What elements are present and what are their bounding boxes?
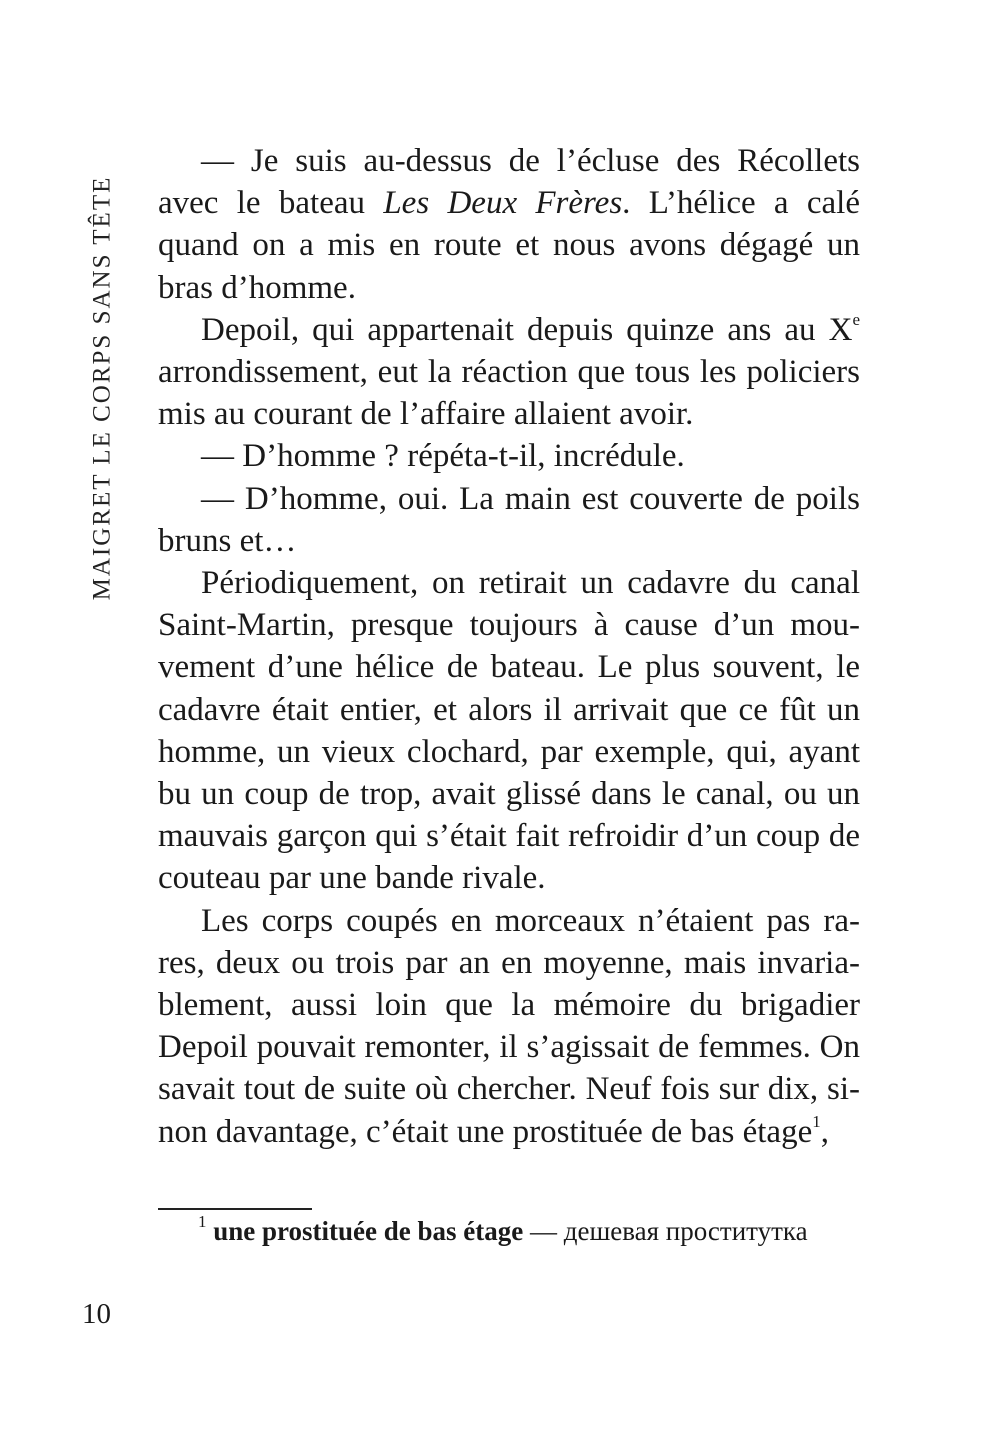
page-number: 10 xyxy=(82,1298,111,1330)
paragraph-6-text-before: Les corps coupés en morceaux n’étaient pas rares, deux ou trois par an en moyenne, mais invariablement, aussi loin que la mémoire du brigadier Depoil pouvait remonter, il s’agissait de femmes. On savait tout de suite où chercher. Neuf fois sur dix, sinon davantage, c’était une prostituée de bas étage xyxy=(158,902,860,1150)
paragraph-6 xyxy=(158,900,860,1153)
footnote xyxy=(158,1214,860,1248)
running-head xyxy=(82,148,122,628)
paragraph-4: — D’homme, oui. La main est couverte de poils bruns et… xyxy=(158,480,860,559)
paragraph-1 xyxy=(158,140,860,309)
ordinal-superscript: e xyxy=(852,309,860,329)
paragraph-1-text-after: . L’hélice a calé quand on a mis en route et nous avons dégagé un bras d’homme. xyxy=(158,185,860,306)
footnote-marker: 1 xyxy=(198,1212,207,1231)
paragraph-2-text-after: arrondissement, eut la réaction que tous les policiers mis au courant de l’affaire allaient avoir. xyxy=(158,354,860,433)
boat-name: Les Deux Frères xyxy=(383,185,623,222)
paragraph-2-text-before: Depoil, qui appartenait depuis quinze ans au X xyxy=(201,311,853,348)
paragraph-1-text-before: — Je suis au-dessus de l’écluse des Récollets avec le bateau xyxy=(158,143,860,222)
footnote-term: une prostituée de bas étage xyxy=(213,1216,524,1246)
paragraph-3: — D’homme ? répéta-t-il, incrédule. xyxy=(201,438,685,475)
footnote-translation: — дешевая проститутка xyxy=(523,1216,808,1246)
paragraph-5: Périodiquement, on retirait un cadavre du canal Saint-Martin, presque toujours à cause d’un mouvement d’une hélice de bateau. Le plus souvent, le cadavre était entier, et alors il arrivait que ce fût un homme, un vieux clochard, par exemple, qui, ayant bu un coup de trop, avait glissé dans le canal, ou un mauvais garçon qui s’était fait refroidir d’un coup de couteau par une bande rivale. xyxy=(158,565,860,897)
paragraph-6-text-after: , xyxy=(820,1113,829,1150)
page-body xyxy=(158,140,860,1153)
footnote-rule xyxy=(158,1208,312,1210)
paragraph-2 xyxy=(158,309,860,436)
footnote-reference: 1 xyxy=(812,1111,821,1131)
running-head-text: MAIGRET LE CORPS SANS TÊTE xyxy=(88,175,116,601)
